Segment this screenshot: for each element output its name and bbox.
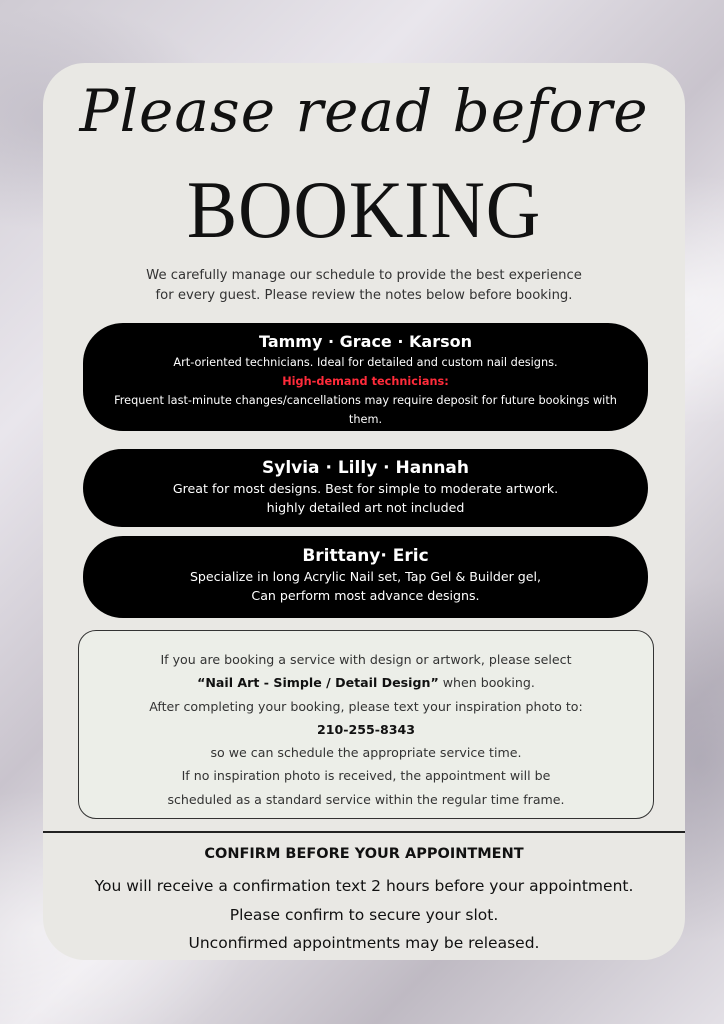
info-line-6: scheduled as a standard service within the regular time frame.	[167, 791, 565, 807]
info-line-2	[79, 671, 653, 694]
info-line-4: so we can schedule the appropriate service time.	[210, 745, 522, 761]
info-line-3: After completing your booking, please text your inspiration photo to:	[149, 698, 583, 714]
info-line-2-rest: when booking.	[438, 675, 535, 691]
group-2-desc-1: Great for most designs. Best for simple to moderate artwork.	[172, 481, 559, 496]
confirm-section	[43, 844, 685, 958]
confirm-line-1: You will receive a confirmation text 2 hours before your appointment.	[94, 877, 634, 895]
confirm-line-2: Please confirm to secure your slot.	[229, 905, 499, 924]
technician-group-1	[83, 323, 648, 431]
group-3-desc-1: Specialize in long Acrylic Nail set, Tap Gel & Builder gel,	[189, 569, 542, 584]
intro-line-2: for every guest. Please review the notes below before booking.	[155, 288, 573, 303]
group-1-desc-2: Frequent last-minute changes/cancellations may require deposit for future bookings with them.	[114, 394, 617, 426]
design-info-box	[78, 630, 654, 819]
intro-text	[103, 266, 625, 306]
phone-number[interactable]: 210-255-8343	[316, 721, 416, 737]
info-line-1: If you are booking a service with design or artwork, please select	[160, 652, 572, 667]
group-2-desc-2: highly detailed art not included	[266, 500, 465, 515]
group-2-names: Sylvia · Lilly · Hannah	[262, 458, 469, 478]
group-3-names: Brittany· Eric	[302, 546, 429, 566]
service-name: “Nail Art - Simple / Detail Design”	[197, 675, 439, 691]
confirm-line-3: Unconfirmed appointments may be released.	[188, 934, 540, 952]
technician-group-3	[83, 536, 648, 618]
section-divider	[43, 831, 685, 833]
script-heading: Please read before	[79, 77, 649, 145]
main-heading: BOOKING	[186, 164, 542, 255]
group-1-desc-1: Art-oriented technicians. Ideal for detailed and custom nail designs.	[173, 356, 558, 369]
group-1-highlight: High-demand technicians:	[282, 375, 449, 388]
technician-group-2	[83, 449, 648, 527]
info-line-5: If no inspiration photo is received, the appointment will be	[181, 768, 551, 784]
confirm-heading: CONFIRM BEFORE YOUR APPOINTMENT	[204, 846, 524, 862]
booking-notice-card	[43, 63, 685, 960]
group-3-desc-2: Can perform most advance designs.	[251, 588, 480, 603]
group-1-names: Tammy · Grace · Karson	[258, 332, 472, 351]
intro-line-1: We carefully manage our schedule to provide the best experience	[146, 268, 582, 283]
